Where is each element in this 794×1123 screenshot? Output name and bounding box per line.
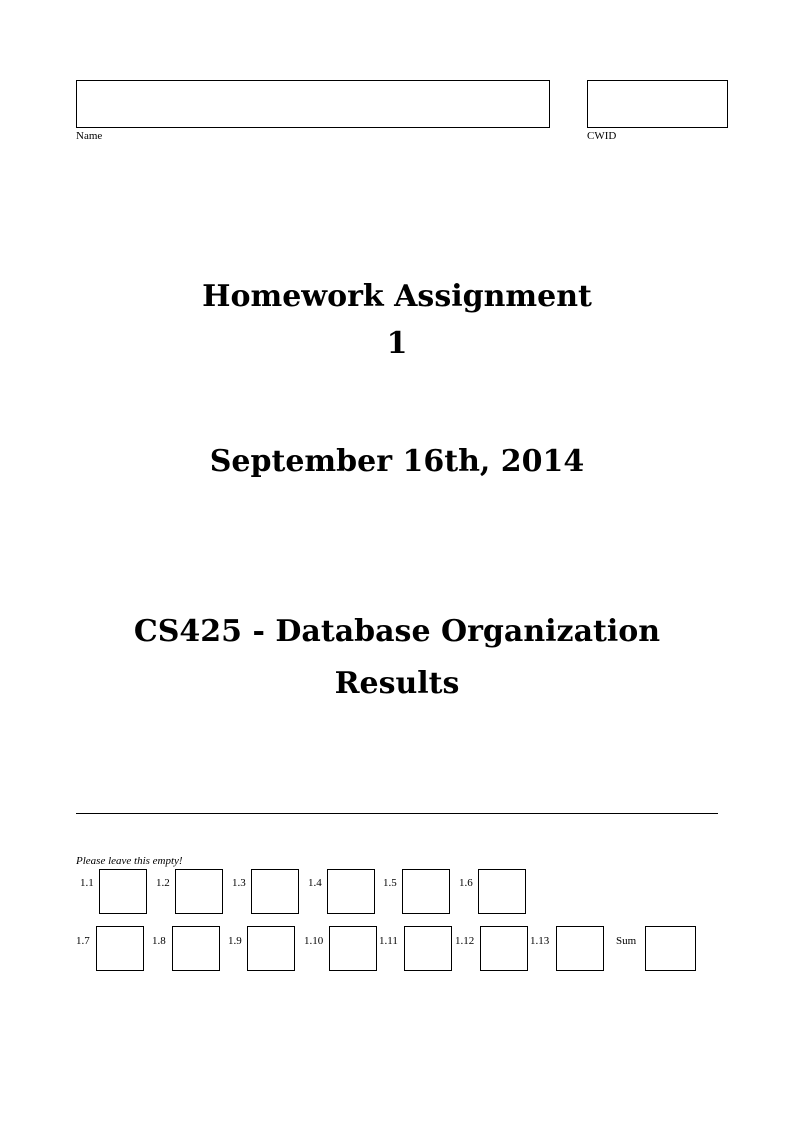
grade-box-1-6[interactable] bbox=[478, 869, 526, 914]
grade-box-1-3[interactable] bbox=[251, 869, 299, 914]
grade-box-1-2[interactable] bbox=[175, 869, 223, 914]
grade-label-1-7: 1.7 bbox=[76, 935, 90, 947]
grade-label-1-4: 1.4 bbox=[308, 877, 322, 889]
grade-box-1-8[interactable] bbox=[172, 926, 220, 971]
divider bbox=[76, 813, 718, 814]
grade-box-1-11[interactable] bbox=[404, 926, 452, 971]
course-title: CS425 - Database Organization bbox=[133, 614, 661, 649]
grade-box-1-12[interactable] bbox=[480, 926, 528, 971]
grade-label-1-12: 1.12 bbox=[455, 935, 475, 947]
cwid-label: CWID bbox=[587, 130, 617, 142]
grade-box-1-13[interactable] bbox=[556, 926, 604, 971]
grade-label-1-8: 1.8 bbox=[152, 935, 166, 947]
grade-box-1-9[interactable] bbox=[247, 926, 295, 971]
grade-label-1-6: 1.6 bbox=[459, 877, 473, 889]
results-heading: Results bbox=[334, 666, 460, 701]
grade-label-1-10: 1.10 bbox=[304, 935, 324, 947]
grade-box-1-1[interactable] bbox=[99, 869, 147, 914]
assignment-title: Homework Assignment bbox=[202, 279, 592, 314]
grade-label-1-5: 1.5 bbox=[383, 877, 397, 889]
grading-note: Please leave this empty! bbox=[76, 855, 183, 867]
grade-label-1-1: 1.1 bbox=[80, 877, 94, 889]
grade-label-1-11: 1.11 bbox=[379, 935, 398, 947]
sum-label: Sum bbox=[616, 935, 637, 947]
grade-label-1-2: 1.2 bbox=[156, 877, 170, 889]
grade-box-1-7[interactable] bbox=[96, 926, 144, 971]
assignment-date: September 16th, 2014 bbox=[209, 444, 585, 479]
grade-label-1-3: 1.3 bbox=[232, 877, 246, 889]
grade-box-1-4[interactable] bbox=[327, 869, 375, 914]
grade-box-1-10[interactable] bbox=[329, 926, 377, 971]
grade-box-1-5[interactable] bbox=[402, 869, 450, 914]
grade-label-1-9: 1.9 bbox=[228, 935, 242, 947]
name-field[interactable] bbox=[76, 80, 550, 128]
name-label: Name bbox=[76, 130, 103, 142]
cwid-field[interactable] bbox=[587, 80, 728, 128]
grade-label-1-13: 1.13 bbox=[530, 935, 550, 947]
assignment-number: 1 bbox=[386, 326, 408, 361]
sum-box[interactable] bbox=[645, 926, 696, 971]
